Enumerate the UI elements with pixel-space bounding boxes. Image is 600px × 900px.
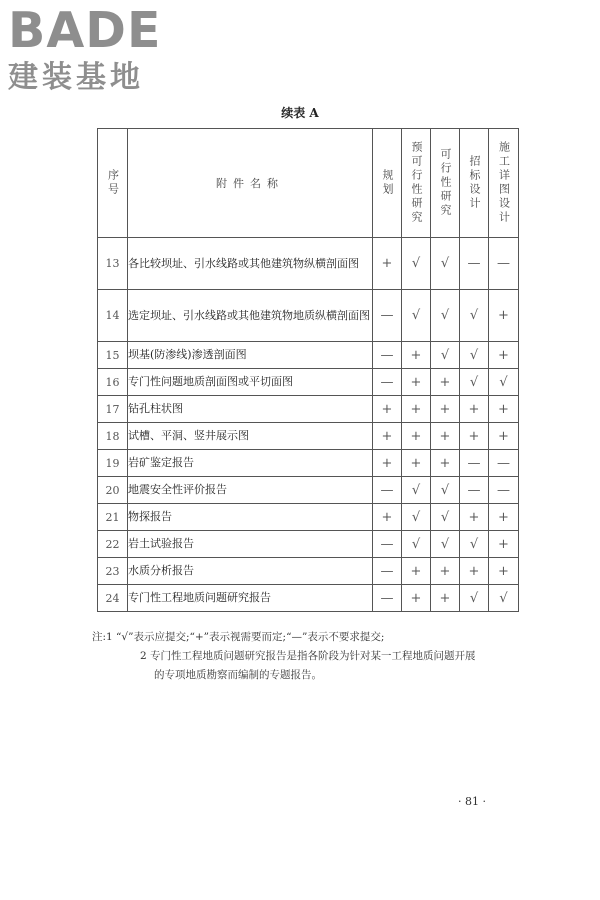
logo-wordmark: BADE xyxy=(8,2,162,59)
row-name: 钻孔柱状图 xyxy=(128,396,373,423)
row-mark: + xyxy=(402,450,431,477)
row-mark: — xyxy=(373,290,402,342)
table-row xyxy=(98,558,519,585)
header-col-construction: 施工详图设计 xyxy=(489,129,519,238)
table-notes xyxy=(92,628,522,685)
row-number: 22 xyxy=(98,531,128,558)
row-mark: + xyxy=(373,423,402,450)
row-name: 水质分析报告 xyxy=(128,558,373,585)
row-mark: + xyxy=(460,423,489,450)
row-number: 18 xyxy=(98,423,128,450)
row-mark: + xyxy=(373,504,402,531)
table-row xyxy=(98,369,519,396)
table-row xyxy=(98,477,519,504)
row-number: 24 xyxy=(98,585,128,612)
header-seq: 序号 xyxy=(98,129,128,238)
row-mark: + xyxy=(489,396,519,423)
row-mark: + xyxy=(489,558,519,585)
note-2-continued: 的专项地质勘察而编制的专题报告。 xyxy=(154,669,322,681)
row-number: 16 xyxy=(98,369,128,396)
row-mark: √ xyxy=(402,504,431,531)
header-name: 附件名称 xyxy=(128,129,373,238)
table-row xyxy=(98,396,519,423)
table-title: 续表 A xyxy=(281,106,319,120)
row-mark: + xyxy=(373,238,402,290)
row-mark: — xyxy=(460,238,489,290)
table-row xyxy=(98,342,519,369)
row-mark: √ xyxy=(431,477,460,504)
row-name: 选定坝址、引水线路或其他建筑物地质纵横剖面图 xyxy=(128,290,373,342)
row-mark: √ xyxy=(489,585,519,612)
row-mark: √ xyxy=(402,290,431,342)
row-mark: — xyxy=(489,238,519,290)
row-mark: — xyxy=(460,477,489,504)
row-mark: + xyxy=(460,558,489,585)
row-mark: + xyxy=(402,423,431,450)
row-mark: + xyxy=(489,342,519,369)
header-col-prefeasibility: 预可行性研究 xyxy=(402,129,431,238)
logo-subtitle: 建装基地 xyxy=(8,60,144,95)
row-name: 岩矿鉴定报告 xyxy=(128,450,373,477)
row-name: 专门性工程地质问题研究报告 xyxy=(128,585,373,612)
row-mark: √ xyxy=(431,342,460,369)
row-mark: + xyxy=(402,585,431,612)
row-number: 13 xyxy=(98,238,128,290)
row-name: 岩土试验报告 xyxy=(128,531,373,558)
row-mark: + xyxy=(431,450,460,477)
row-name: 专门性问题地质剖面图或平切面图 xyxy=(128,369,373,396)
row-mark: √ xyxy=(431,504,460,531)
row-mark: + xyxy=(489,531,519,558)
row-mark: + xyxy=(489,504,519,531)
row-mark: — xyxy=(373,477,402,504)
header-col-feasibility: 可行性研究 xyxy=(431,129,460,238)
row-number: 15 xyxy=(98,342,128,369)
header-row xyxy=(98,129,519,238)
appendix-table xyxy=(97,128,519,612)
row-mark: √ xyxy=(460,531,489,558)
row-mark: — xyxy=(489,477,519,504)
row-mark: + xyxy=(489,290,519,342)
row-mark: + xyxy=(460,396,489,423)
row-number: 21 xyxy=(98,504,128,531)
row-mark: √ xyxy=(402,477,431,504)
row-mark: √ xyxy=(402,238,431,290)
note-2: 2 专门性工程地质问题研究报告是指各阶段为针对某一工程地质问题开展 xyxy=(140,650,476,662)
row-mark: — xyxy=(489,450,519,477)
row-mark: √ xyxy=(431,531,460,558)
row-mark: + xyxy=(431,423,460,450)
row-name: 物探报告 xyxy=(128,504,373,531)
row-mark: + xyxy=(402,369,431,396)
brand-logo xyxy=(8,2,178,96)
row-mark: √ xyxy=(431,238,460,290)
row-mark: + xyxy=(431,558,460,585)
row-mark: √ xyxy=(460,290,489,342)
row-mark: √ xyxy=(402,531,431,558)
table-row xyxy=(98,290,519,342)
row-mark: + xyxy=(460,504,489,531)
row-number: 14 xyxy=(98,290,128,342)
row-mark: √ xyxy=(489,369,519,396)
page-number: · 81 · xyxy=(458,795,486,808)
row-number: 19 xyxy=(98,450,128,477)
row-mark: + xyxy=(373,396,402,423)
row-mark: + xyxy=(431,585,460,612)
row-name: 地震安全性评价报告 xyxy=(128,477,373,504)
header-col-planning: 规划 xyxy=(373,129,402,238)
header-col-tender: 招标设计 xyxy=(460,129,489,238)
row-number: 23 xyxy=(98,558,128,585)
row-mark: — xyxy=(373,369,402,396)
row-mark: √ xyxy=(460,342,489,369)
row-mark: + xyxy=(431,369,460,396)
row-mark: — xyxy=(373,558,402,585)
row-name: 坝基(防渗线)渗透剖面图 xyxy=(128,342,373,369)
table-row xyxy=(98,531,519,558)
row-mark: √ xyxy=(460,369,489,396)
table-row xyxy=(98,450,519,477)
row-mark: + xyxy=(431,396,460,423)
row-number: 17 xyxy=(98,396,128,423)
row-name: 试槽、平洞、竖井展示图 xyxy=(128,423,373,450)
row-mark: + xyxy=(402,558,431,585)
row-mark: — xyxy=(373,585,402,612)
row-mark: + xyxy=(402,396,431,423)
note-1: 注:1 “√”表示应提交;“+”表示视需要而定;“—”表示不要求提交; xyxy=(92,631,385,643)
row-name: 各比较坝址、引水线路或其他建筑物纵横剖面图 xyxy=(128,238,373,290)
row-mark: — xyxy=(373,531,402,558)
row-mark: + xyxy=(402,342,431,369)
row-mark: + xyxy=(373,450,402,477)
row-mark: √ xyxy=(460,585,489,612)
row-mark: — xyxy=(373,342,402,369)
row-mark: — xyxy=(460,450,489,477)
table-row xyxy=(98,585,519,612)
table-row xyxy=(98,504,519,531)
table-row xyxy=(98,238,519,290)
row-number: 20 xyxy=(98,477,128,504)
row-mark: √ xyxy=(431,290,460,342)
table-row xyxy=(98,423,519,450)
row-mark: + xyxy=(489,423,519,450)
